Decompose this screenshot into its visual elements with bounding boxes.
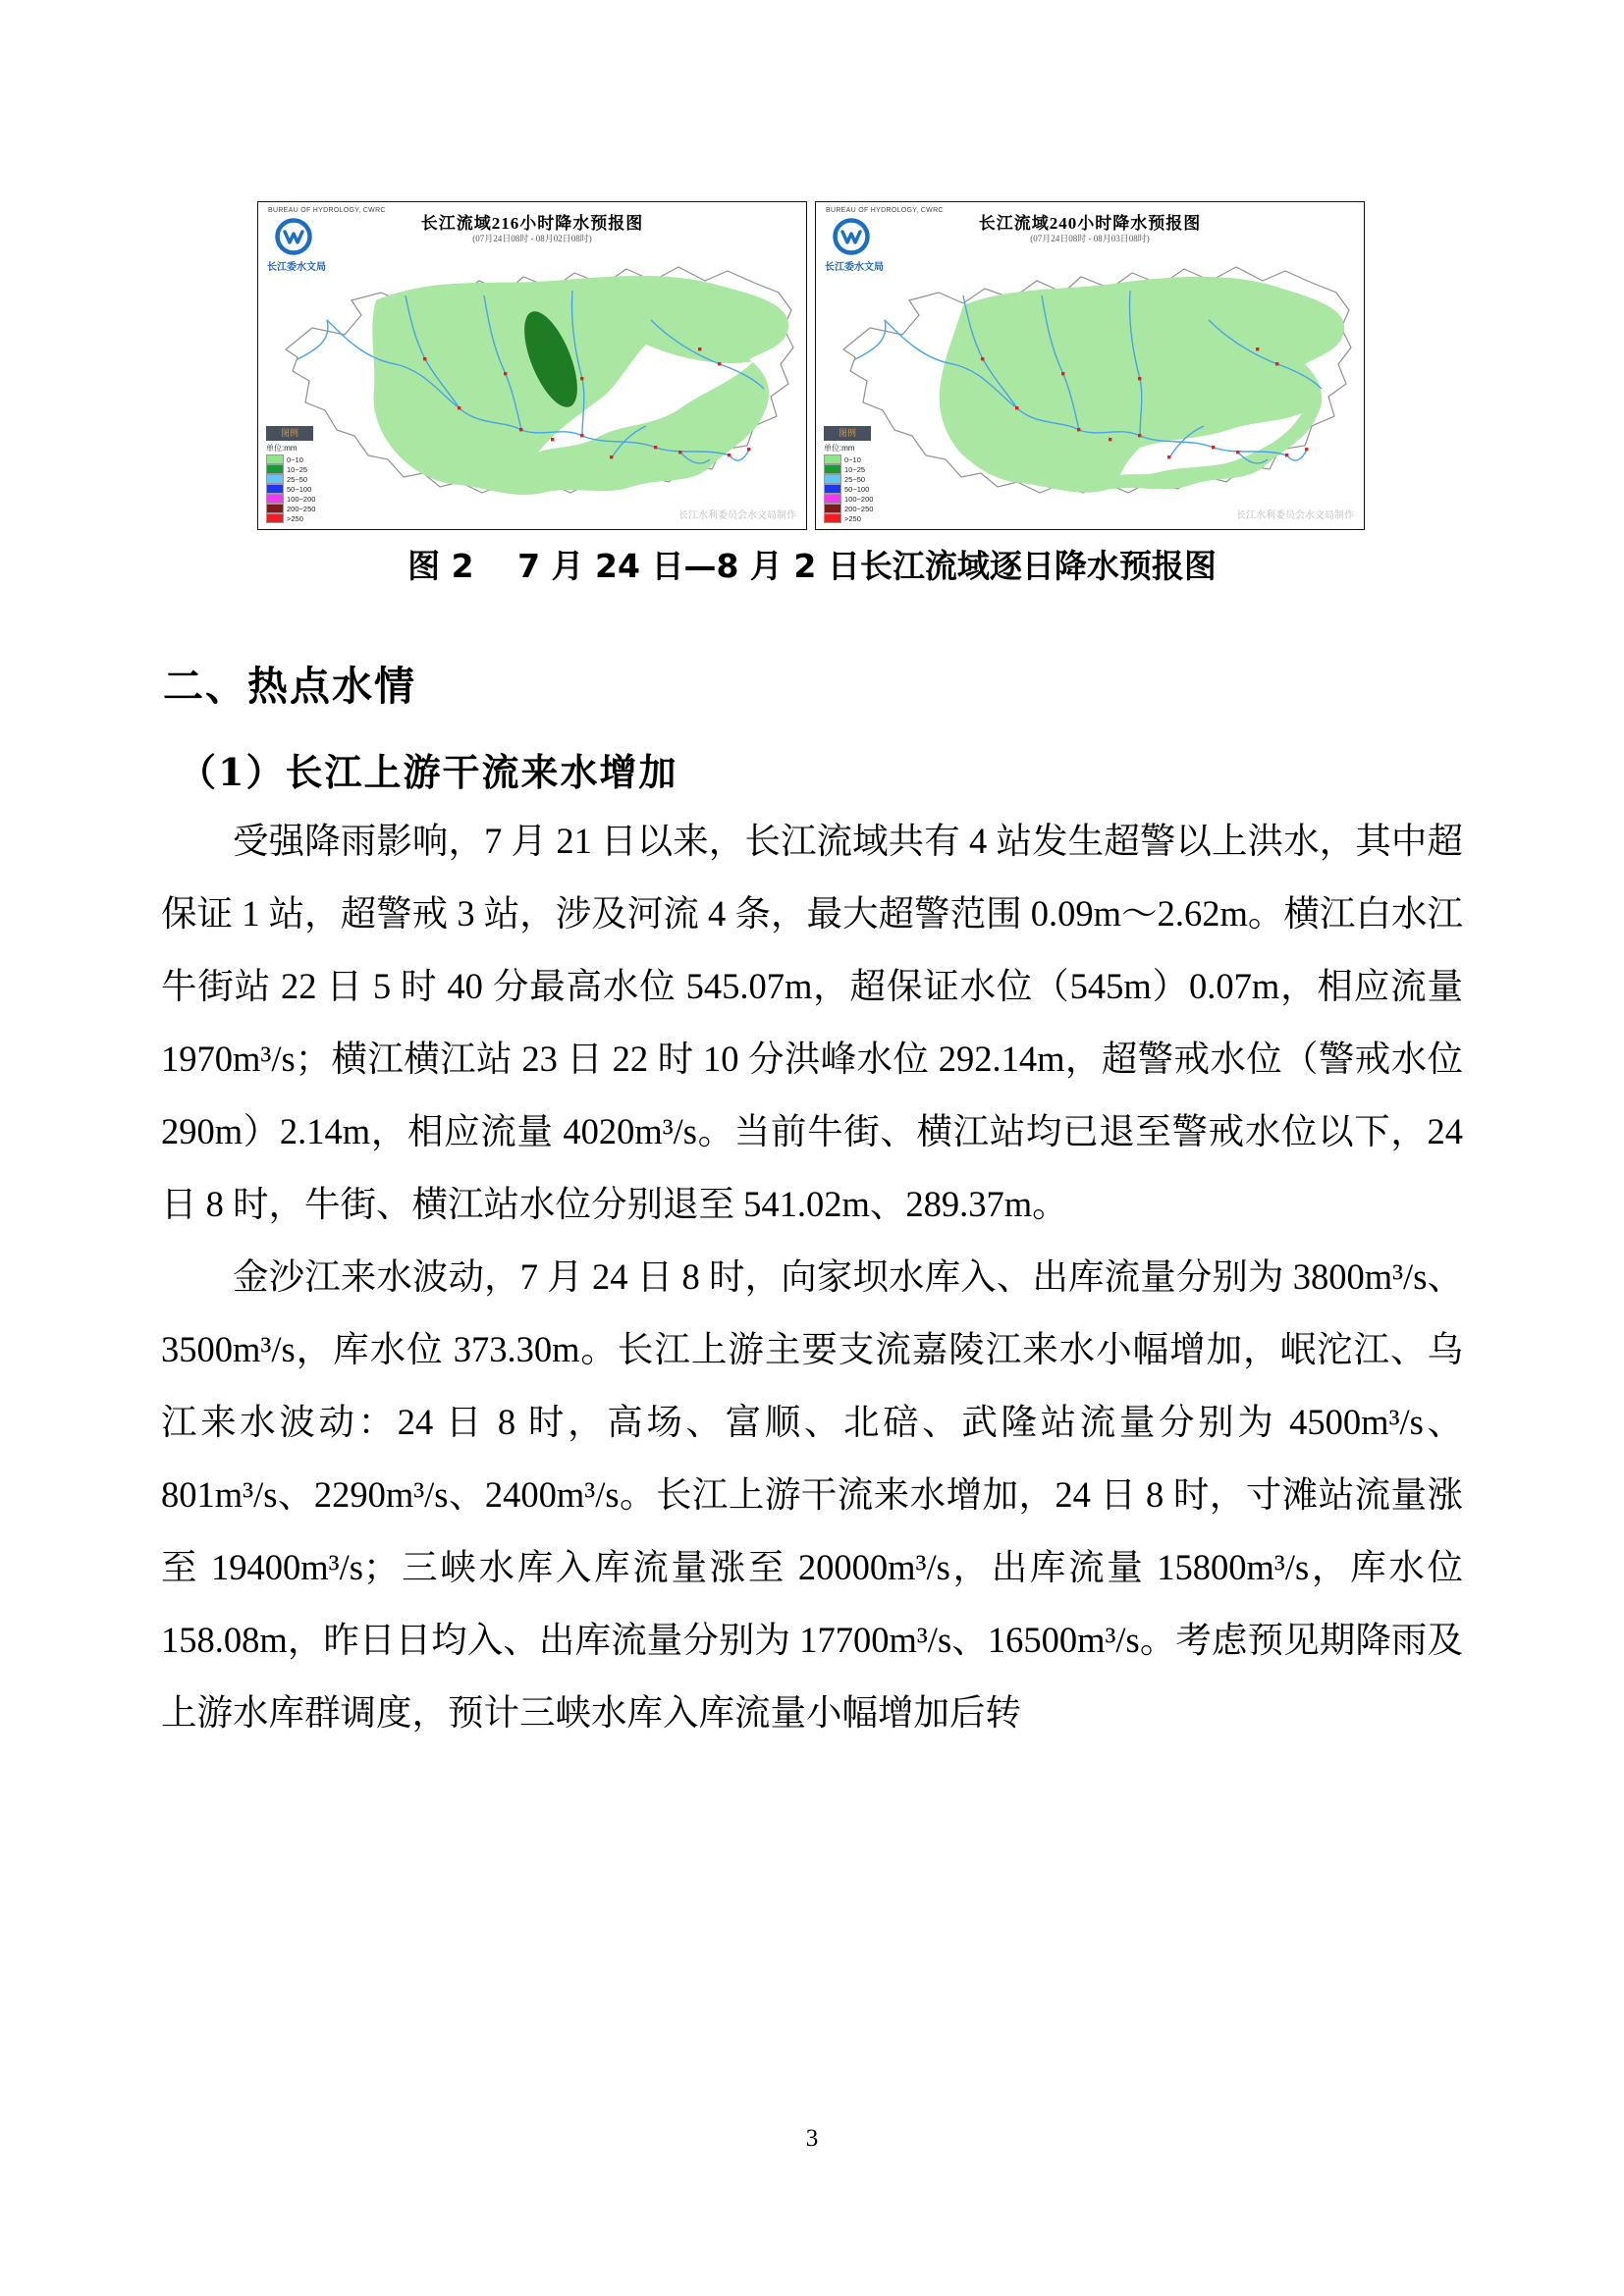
legend-swatch [266,454,284,464]
map-subtitle: (07月24日08时 - 08月03日08时) [1030,234,1150,243]
subsection-heading: （1）长江上游干流来水增加 [179,750,678,794]
map-org-chinese: 长江委水文局 [267,262,326,273]
legend-item: 25~50 [266,474,315,484]
legend-item: 100~200 [266,494,315,504]
basin-map-graphic [816,202,1365,530]
map-legend [266,426,315,523]
legend-swatch [266,484,284,494]
legend-swatch [824,454,841,464]
legend-swatch [824,504,841,513]
legend-swatch [824,494,841,504]
legend-unit: 单位:mm [266,444,298,453]
map-title: 长江流域240小时降水预报图 [978,214,1202,233]
paragraph-upper-reach-inflow: 金沙江来水波动，7 月 24 日 8 时，向家坝水库入、出库流量分别为 3800m³/s、3500m³/s，库水位 373.30m。长江上游主要支流嘉陵江来水小幅增加，岷沱江、乌江来水波动：24 日 8 时，高场、富顺、北碚、武隆站流量分别为 4500m³/s、801m³/s、2290m³/s、2400m³/s。长江上游干流来水增加，24 日 8 时，寸滩站流量涨至 19400m³/s；三峡水库入库流量涨至 20000m³/s，出库流量 15800m³/s，库水位 158.08m，昨日日均入、出库流量分别为 17700m³/s、16500m³/s。考虑预见期降雨及上游水库群调度，预计三峡水库入库流量小幅增加后转 [161,1256,1463,1733]
legend-swatch [824,474,841,484]
figure-caption: 图 2 7 月 24 日—8 月 2 日长江流域逐日降水预报图 [407,547,1217,585]
legend-item: >250 [266,513,315,523]
legend-item: 200~250 [824,504,873,513]
legend-swatch [824,513,841,523]
legend-item: 25~50 [824,474,873,484]
map-org-english: BUREAU OF HYDROLOGY, CWRC [826,207,944,214]
legend-swatch [266,513,284,523]
map-title: 长江流域216小时降水预报图 [420,214,644,233]
map-legend [824,426,873,523]
legend-item: >250 [824,513,873,523]
legend-swatch [266,494,284,504]
legend-item: 0~10 [266,454,315,464]
body-text [161,805,1463,1749]
legend-item: 10~25 [824,464,873,474]
legend-header: 图例 [266,426,313,441]
precip-forecast-map-216h [257,201,807,530]
map-org-english: BUREAU OF HYDROLOGY, CWRC [268,207,386,214]
map-watermark: 长江水利委员会水文局制作 [1236,510,1354,521]
section-heading: 二、热点水情 [163,663,416,710]
legend-item: 50~100 [266,484,315,494]
map-watermark: 长江水利委员会水文局制作 [678,510,796,521]
legend-item: 0~10 [824,454,873,464]
page-number: 3 [805,2125,819,2152]
paragraph-flood-overview: 受强降雨影响，7 月 21 日以来，长江流域共有 4 站发生超警以上洪水，其中超保证 1 站，超警戒 3 站，涉及河流 4 条，最大超警范围 0.09m～2.62m。横江白水江牛街站 22 日 5 时 40 分最高水位 545.07m，超保证水位（545m）0.07m，相应流量 1970m³/s；横江横江站 23 日 22 时 10 分洪峰水位 292.14m，超警戒水位（警戒水位 290m）2.14m，相应流量 4020m³/s。当前牛街、横江站均已退至警戒水位以下，24 日 8 时，牛街、横江站水位分别退至 541.02m、289.37m。 [161,821,1463,1224]
legend-swatch [824,464,841,474]
map-org-chinese: 长江委水文局 [825,262,884,273]
legend-swatch [266,464,284,474]
legend-swatch [824,484,841,494]
figure-maps-row [257,201,1365,530]
legend-swatch [266,474,284,484]
legend-item: 10~25 [266,464,315,474]
legend-item: 200~250 [266,504,315,513]
precip-forecast-map-240h [815,201,1365,530]
legend-item: 100~200 [824,494,873,504]
legend-unit: 单位:mm [824,444,855,453]
legend-item: 50~100 [824,484,873,494]
map-subtitle: (07月24日08时 - 08月02日08时) [472,234,592,243]
legend-swatch [266,504,284,513]
basin-map-graphic [258,202,807,530]
legend-header: 图例 [824,426,871,441]
